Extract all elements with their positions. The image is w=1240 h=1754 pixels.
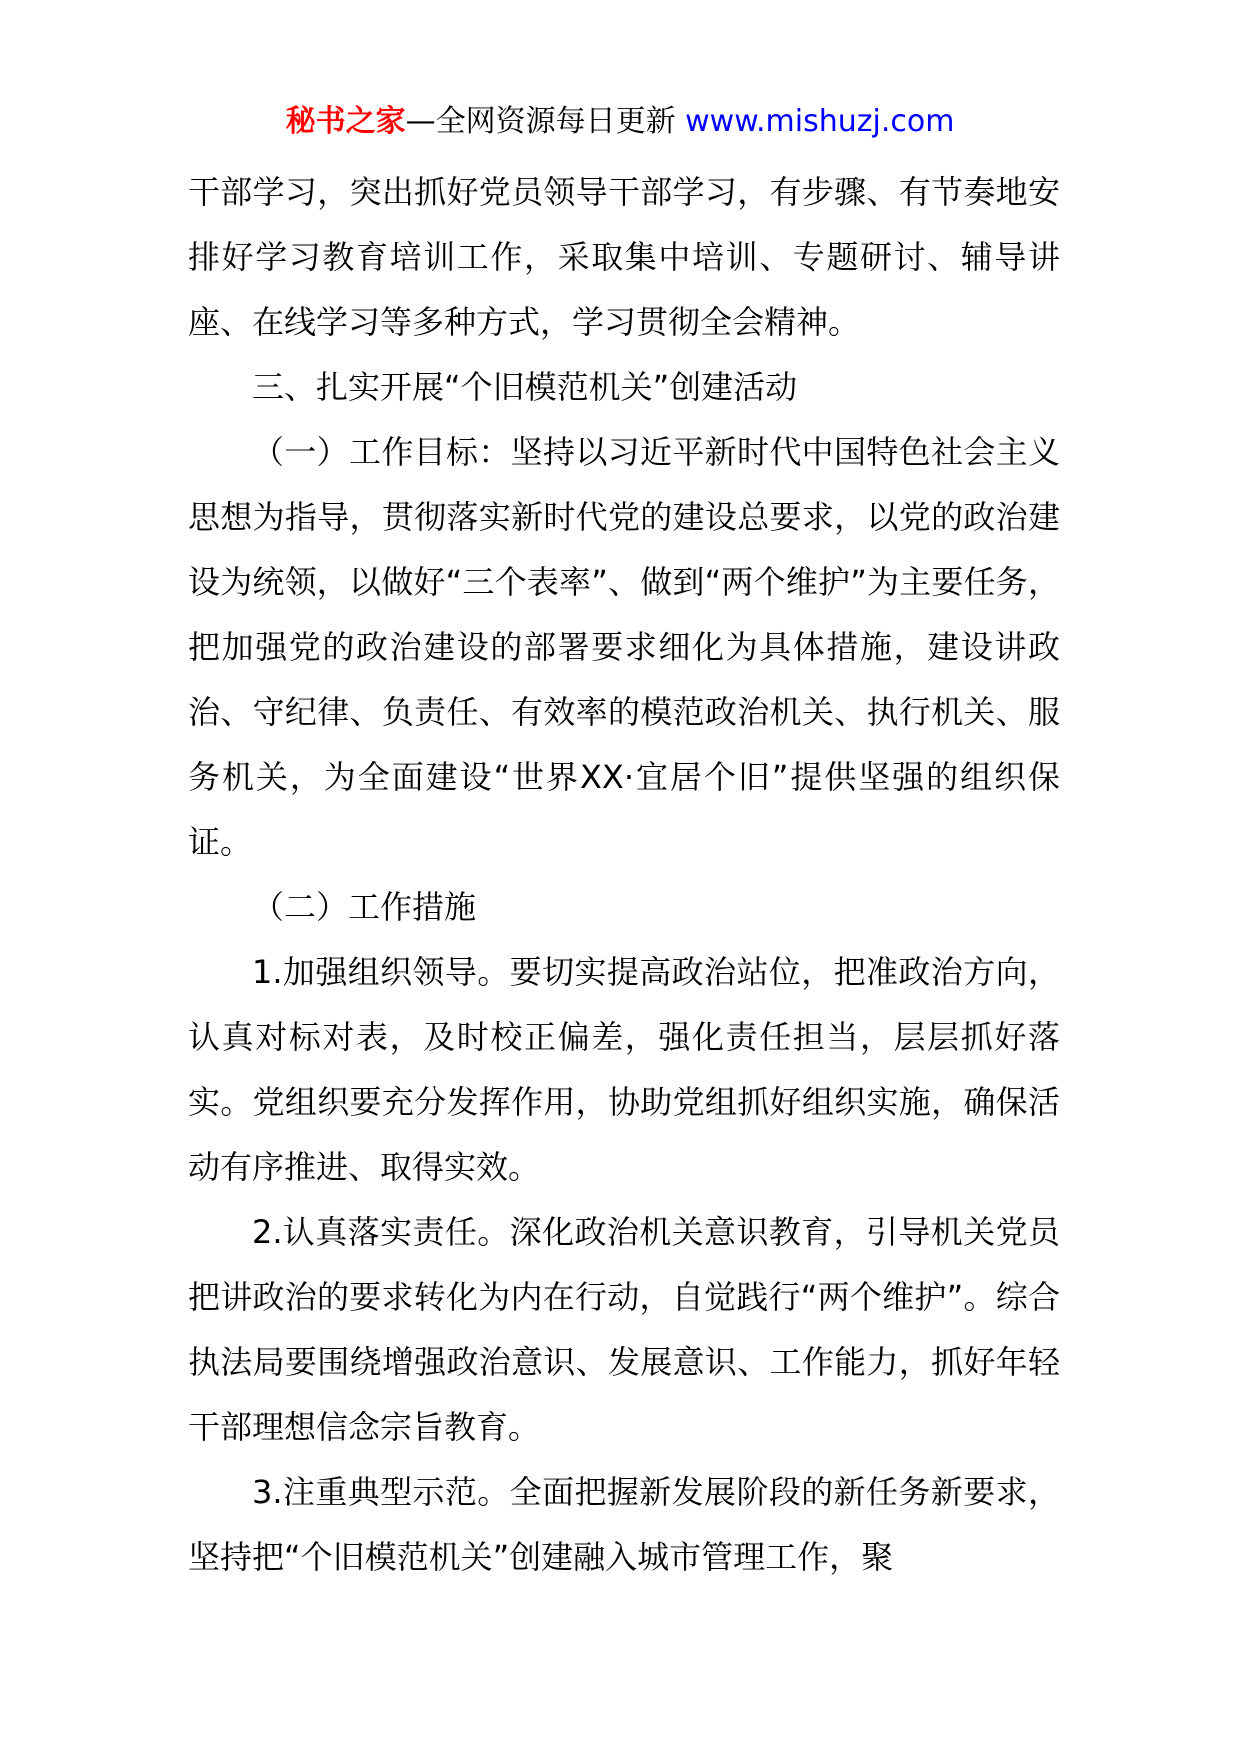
section-heading-3: 三、扎实开展“个旧模范机关”创建活动 [252,368,798,406]
site-url-link[interactable]: www.mishuzj.com [685,104,955,139]
header-tagline: —全网资源每日更新 [405,104,676,139]
subheading-work-measures: （二）工作措施 [252,888,477,926]
site-header [0,100,1240,144]
paragraph-measure-2: 2.认真落实责任。深化政治机关意识教育，引导机关党员把讲政治的要求转化为内在行动，自觉践行“两个维护”。综合执法局要围绕增强政治意识、发展意识、工作能力，抓好年轻干部理想信念宗旨教育。 [188,1213,1060,1446]
brand-name: 秘书之家 [285,104,406,139]
paragraph-work-goal: （一）工作目标：坚持以习近平新时代中国特色社会主义思想为指导，贯彻落实新时代党的建设总要求，以党的政治建设为统领，以做好“三个表率”、做到“两个维护”为主要任务，把加强党的政治建设的部署要求细化为具体措施，建设讲政治、守纪律、负责任、有效率的模范政治机关、执行机关、服务机关，为全面建设“世界XX·宜居个旧”提供坚强的组织保证。 [188,433,1060,861]
paragraph-measure-1: 1.加强组织领导。要切实提高政治站位，把准政治方向，认真对标对表，及时校正偏差，强化责任担当，层层抓好落实。党组织要充分发挥作用，协助党组抓好组织实施，确保活动有序推进、取得实效。 [188,953,1060,1186]
paragraph-continuation: 干部学习，突出抓好党员领导干部学习，有步骤、有节奏地安排好学习教育培训工作，采取集中培训、专题研讨、辅导讲座、在线学习等多种方式，学习贯彻全会精神。 [188,173,1060,341]
document-body [188,160,1060,1590]
paragraph-measure-3: 3.注重典型示范。全面把握新发展阶段的新任务新要求，坚持把“个旧模范机关”创建融入城市管理工作，聚 [188,1473,1060,1576]
